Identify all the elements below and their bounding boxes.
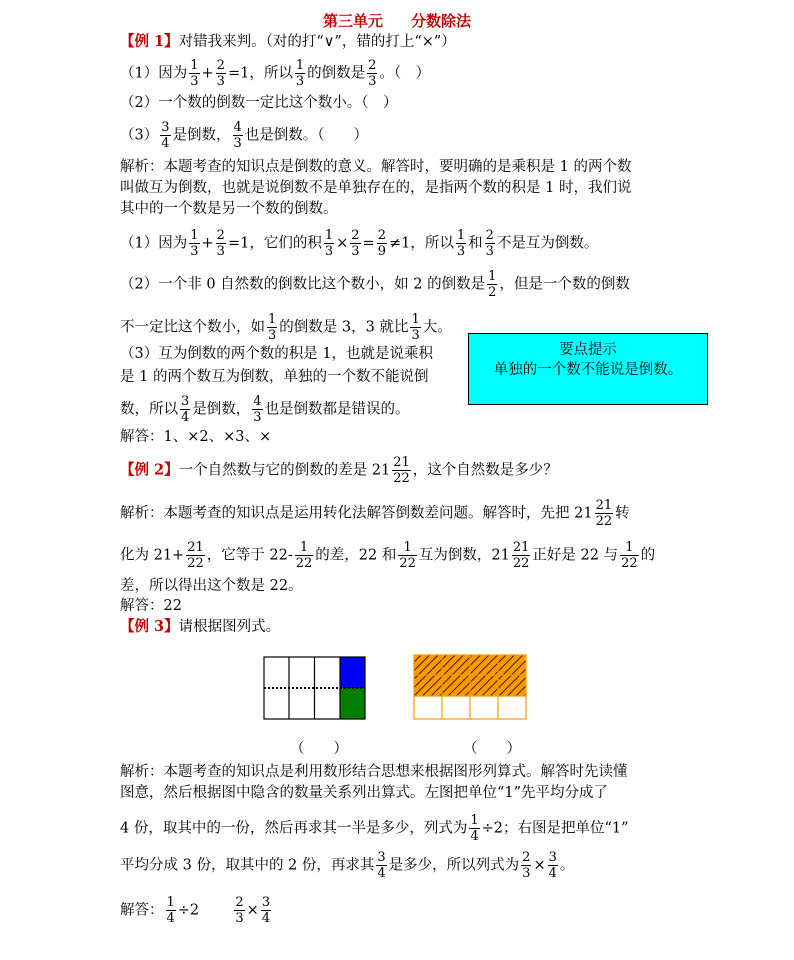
example3-answer: 解答： $\frac{1}{4}$ ÷2 $\frac{2}{3}$ × $\frac{3}{4}$ — [120, 895, 271, 926]
example1-answer2: （2）一个非 0 自然数的倒数比这个数小，如 2 的倒数是 $\frac{1}{2}$ ，但是一个数的倒数 — [120, 269, 630, 300]
example1-analysis-2: 叫做互为倒数，也就是说倒数不是单独存在的，是指两个数的积是 1 时，我们说 — [120, 180, 632, 196]
example3-heading: 【例 3】请根据图列式。 — [120, 618, 281, 635]
right-answer-blank: （ ） — [463, 741, 521, 757]
example1-answer1: （1）因为 $\frac{1}{3}$ + $\frac{2}{3}$ =1，它们的积 $\frac{1}{3}$ × $\frac{2}{3}$ = $\frac{2}{9}$ ≠1，所以 $\frac{1}{3}$ 和 $\frac{2}{3}$ 不是互为倒数。 — [120, 228, 599, 259]
example2-analysis-1: 解析：本题考查的知识点是运用转化法解答倒数差问题。解答时，先把 21 $\frac{21}{22}$ 转 — [120, 498, 630, 529]
left-answer-blank: （ ） — [290, 741, 348, 757]
example3-analysis-1: 解析：本题考查的知识点是利用数形结合思想来根据图形列算式。解答时先读懂 — [120, 764, 628, 780]
example1-answer2b: 不一定比这个数小，如 $\frac{1}{3}$ 的倒数是 3，3 就比 $\frac{1}{3}$ 大。 — [120, 312, 452, 343]
example1-final-answer: 解答：1、×2、×3、× — [120, 429, 272, 445]
example1-q2: （2）一个数的倒数一定比这个数小。（ ） — [120, 95, 398, 111]
left-fraction-diagram — [263, 656, 367, 720]
blue-cell — [340, 657, 365, 688]
example3-analysis-2: 图意，然后根据图中隐含的数量关系列出算式。左图把单位“1”先平均分成了 — [120, 785, 609, 801]
right-fraction-diagram — [413, 654, 527, 720]
example2-answer: 解答：22 — [120, 598, 182, 614]
example1-answer3-2: 是 1 的两个数互为倒数，单独的一个数不能说倒 — [120, 369, 429, 385]
tip-title: 要点提示 — [559, 342, 617, 358]
example1-answer3-3: 数，所以 $\frac{3}{4}$ 是倒数， $\frac{4}{3}$ 也是倒数都是错误的。 — [120, 394, 410, 425]
page-title: 第三单元 分数除法 — [322, 12, 472, 30]
example1-q3: （3） $\frac{3}{4}$ 是倒数， $\frac{4}{3}$ 也是倒数。（ ） — [120, 120, 369, 151]
example1-analysis-3: 其中的一个数是另一个数的倒数。 — [120, 201, 338, 217]
example1-analysis-1: 解析：本题考查的知识点是倒数的意义。解答时，要明确的是乘积是 1 的两个数 — [120, 159, 632, 175]
example3-analysis-3: 4 份，取其中的一份，然后再求其一半是多少，列式为 $\frac{1}{4}$ ÷2；右图是把单位“1” — [120, 813, 629, 844]
example2-analysis-3: 差，所以得出这个数是 22。 — [120, 578, 303, 594]
example1-q1: （1）因为 $\frac{1}{3}$ + $\frac{2}{3}$ =1，所以 $\frac{1}{3}$ 的倒数是 $\frac{2}{3}$ 。（ ） — [120, 58, 431, 89]
tip-body: 单独的一个数不能说是倒数。 — [493, 362, 683, 378]
example3-analysis-4: 平均分成 3 份，取其中的 2 份，再求其 $\frac{3}{4}$ 是多少，所以列式为 $\frac{2}{3}$ × $\frac{3}{4}$ 。 — [120, 850, 575, 881]
green-cell — [340, 688, 365, 719]
example1-answer3-1: （3）互为倒数的两个数的积是 1，也就是说乘积 — [120, 346, 434, 362]
example2-heading: 【例 2】一个自然数与它的倒数的差是 21 $\frac{21}{22}$ ，这个自然数是多少？ — [120, 455, 558, 486]
example1-heading: 【例 1】对错我来判。（对的打“∨”，错的打上“×”） — [120, 33, 456, 50]
tip-box — [468, 333, 708, 405]
example2-analysis-2: 化为 21+ $\frac{21}{22}$ ，它等于 22- $\frac{1}{22}$ 的差，22 和 $\frac{1}{22}$ 互为倒数，21 $\frac{21}{22}$ 正好是 22 与 $\frac{1}{22}$ 的 — [120, 540, 656, 571]
